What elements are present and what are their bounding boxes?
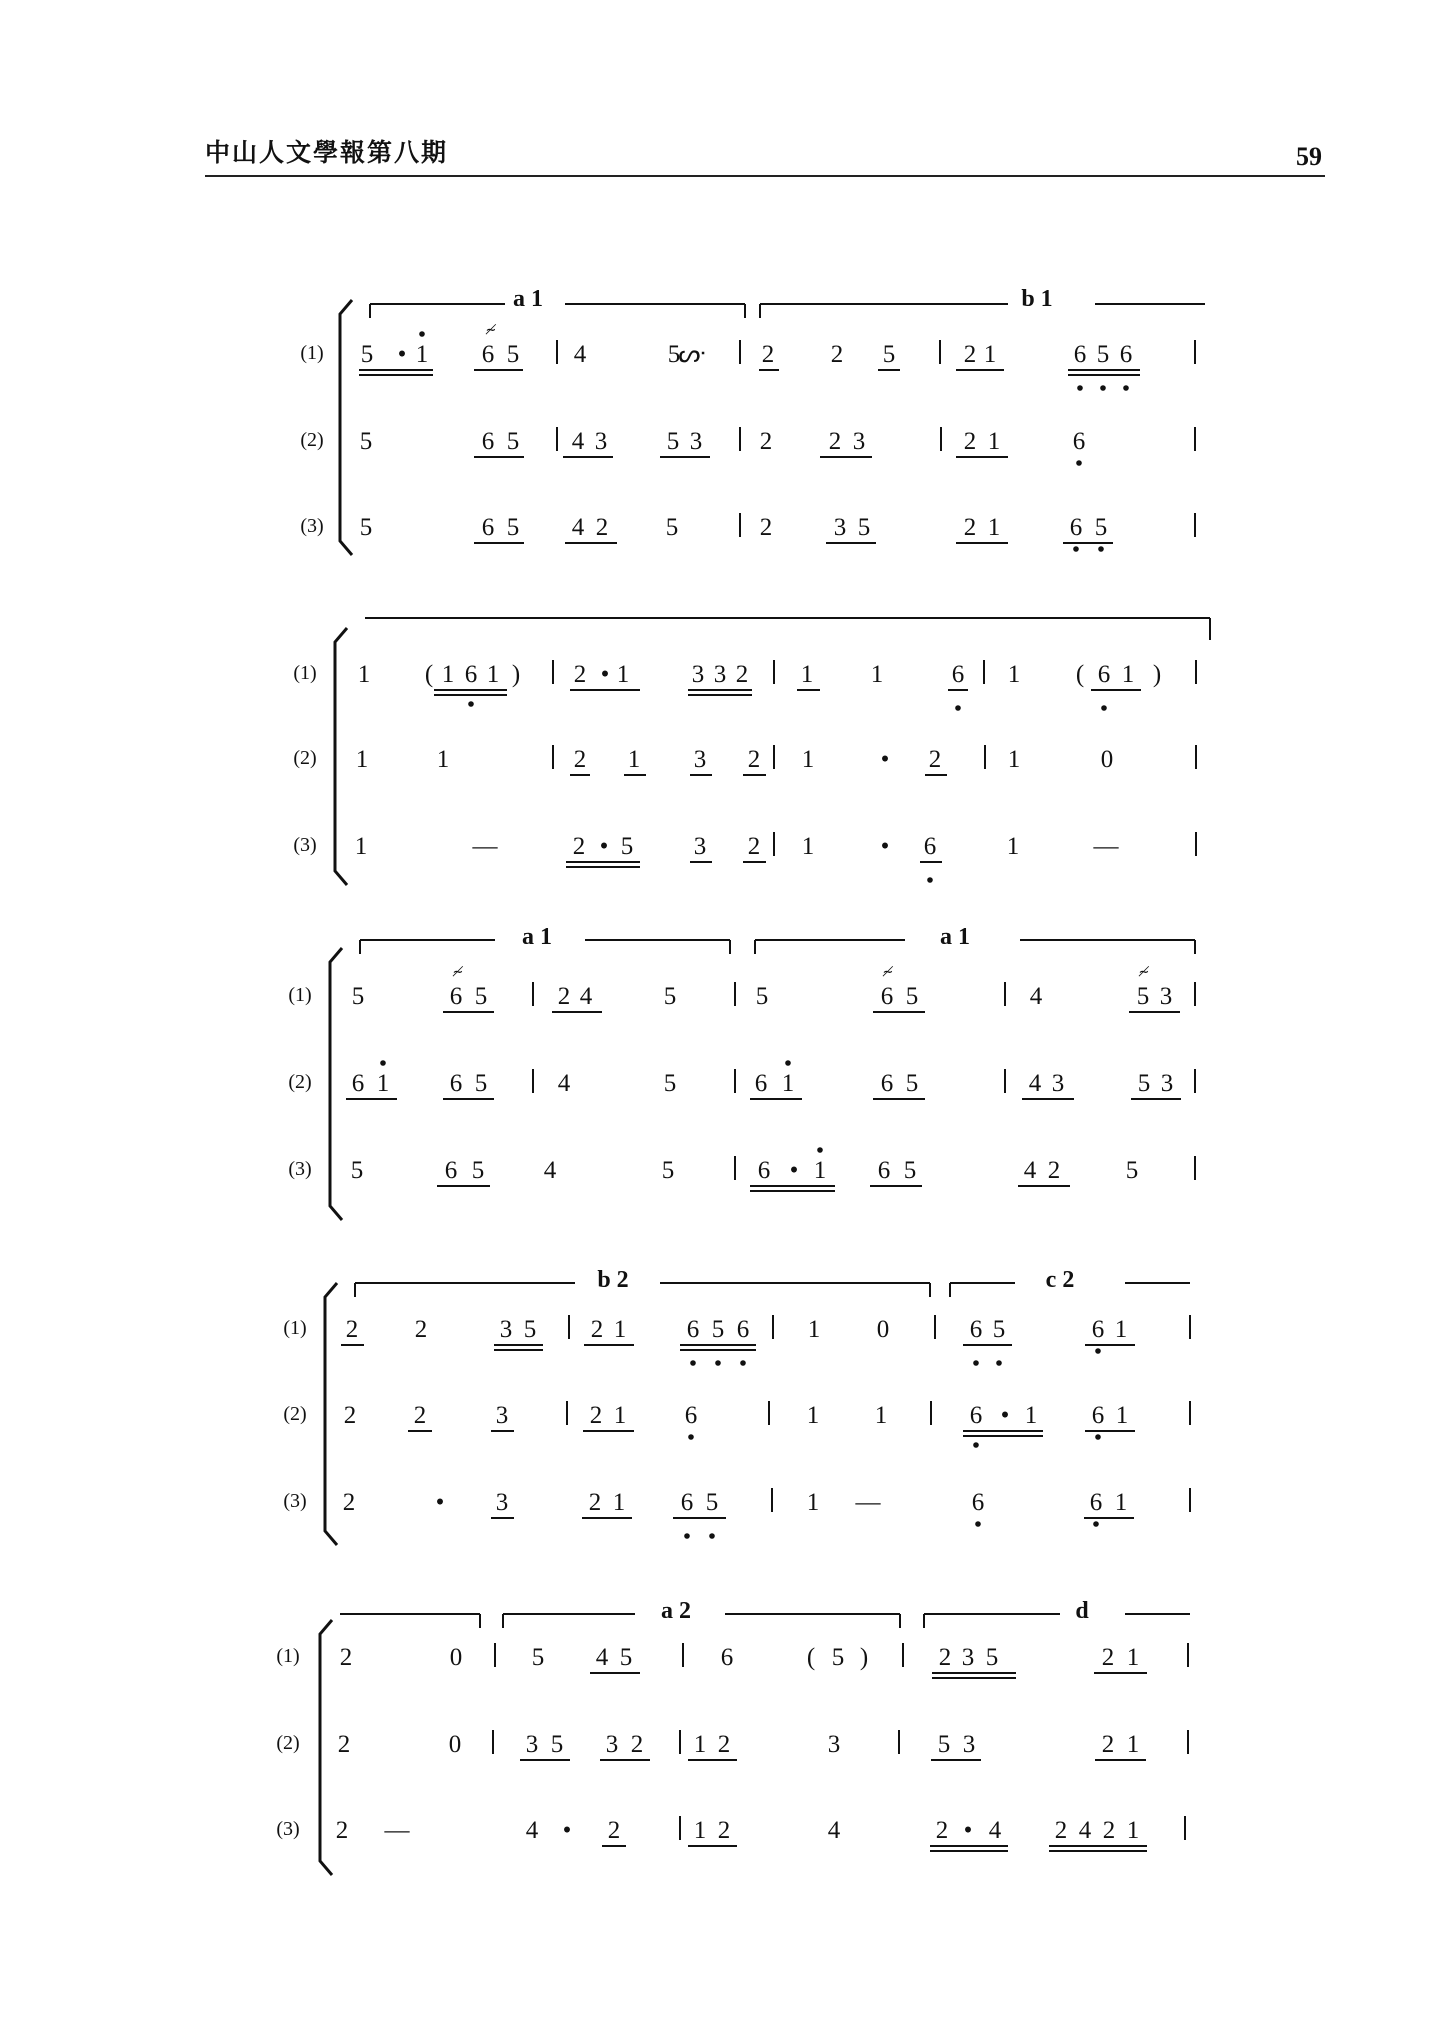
- jianpu-note: 3: [594, 428, 608, 455]
- low-octave-dot: [684, 1533, 690, 1539]
- jianpu-note: 5: [663, 983, 677, 1010]
- low-octave-dot: [1076, 460, 1082, 466]
- jianpu-note: 1: [357, 661, 371, 688]
- jianpu-note: 2: [928, 746, 942, 773]
- jianpu-note: 1: [693, 1731, 707, 1758]
- jianpu-note: 2: [588, 1489, 602, 1516]
- jianpu-note: 3: [499, 1316, 513, 1343]
- jianpu-note: 2: [337, 1731, 351, 1758]
- jianpu-note: 6: [1119, 341, 1133, 368]
- jianpu-note: 5: [550, 1731, 564, 1758]
- augmentation-dot: •: [600, 661, 610, 688]
- part-label-2: (2): [283, 1403, 307, 1425]
- jianpu-note: 6: [951, 661, 965, 688]
- jianpu-note: 4: [1078, 1817, 1092, 1844]
- jianpu-note: 2: [1101, 1731, 1115, 1758]
- jianpu-note: 1: [987, 428, 1001, 455]
- jianpu-note: 2: [717, 1817, 731, 1844]
- jianpu-note: 2: [717, 1731, 731, 1758]
- extension-dash: —: [855, 1489, 881, 1516]
- augmentation-dot: •: [963, 1817, 973, 1844]
- part-label-2: (2): [276, 1732, 300, 1754]
- jianpu-note: 6: [969, 1402, 983, 1429]
- low-octave-dot: [1077, 385, 1083, 391]
- jianpu-note: 1: [376, 1070, 390, 1097]
- jianpu-note: 5: [661, 1157, 675, 1184]
- jianpu-note: 3: [1160, 1070, 1174, 1097]
- jianpu-note: 2: [342, 1489, 356, 1516]
- jianpu-note: 1: [781, 1070, 795, 1097]
- part-label-2: (2): [293, 747, 317, 769]
- score-notes: [276, 286, 1173, 1844]
- jianpu-note: 3: [689, 428, 703, 455]
- jianpu-note: 0: [448, 1731, 462, 1758]
- jianpu-note: 1: [801, 746, 815, 773]
- jianpu-note: 5: [663, 1070, 677, 1097]
- section-label-c2: c 2: [1045, 1267, 1075, 1293]
- system-brace: [335, 628, 347, 885]
- jianpu-note: 6: [720, 1644, 734, 1671]
- high-octave-dot: [380, 1060, 386, 1066]
- section-label-a1: a 1: [940, 924, 970, 950]
- jianpu-note: 6: [684, 1402, 698, 1429]
- jianpu-note: 3: [693, 833, 707, 860]
- jianpu-note: 1: [436, 746, 450, 773]
- augmentation-dot: •: [562, 1817, 572, 1844]
- jianpu-note: 1: [870, 661, 884, 688]
- jianpu-note: ᔢ: [678, 341, 706, 368]
- low-octave-dot: [973, 1360, 979, 1366]
- low-octave-dot: [973, 1442, 979, 1448]
- jianpu-note: ): [511, 661, 521, 688]
- journal-title: 中山人文學報第八期: [205, 138, 449, 167]
- jianpu-note: 2: [1054, 1817, 1068, 1844]
- jianpu-note: 5: [474, 983, 488, 1010]
- part-label-1: (1): [300, 342, 324, 364]
- jianpu-note: (: [806, 1644, 816, 1671]
- jianpu-note: 5: [531, 1644, 545, 1671]
- section-label-a1: a 1: [513, 286, 543, 312]
- jianpu-note: 1: [441, 661, 455, 688]
- jianpu-note: 2: [735, 661, 749, 688]
- jianpu-note: 6: [1072, 428, 1086, 455]
- jianpu-note: 4: [595, 1644, 609, 1671]
- part-label-1: (1): [293, 662, 317, 684]
- high-octave-dot: [419, 331, 425, 337]
- jianpu-note: 0: [1100, 746, 1114, 773]
- low-octave-dot: [955, 705, 961, 711]
- jianpu-note: 5: [1096, 341, 1110, 368]
- system-brace: [340, 300, 352, 555]
- jianpu-note: 2: [759, 428, 773, 455]
- jianpu-note: 2: [963, 428, 977, 455]
- jianpu-note: 0: [449, 1644, 463, 1671]
- jianpu-note: 2: [573, 746, 587, 773]
- jianpu-note: 1: [801, 833, 815, 860]
- jianpu-note: 2: [1102, 1817, 1116, 1844]
- low-octave-dot: [468, 701, 474, 707]
- jianpu-note: 4: [557, 1070, 571, 1097]
- system-brace: [330, 948, 342, 1220]
- jianpu-note: 1: [486, 661, 500, 688]
- jianpu-note: 2: [759, 514, 773, 541]
- jianpu-note: 5: [711, 1316, 725, 1343]
- ornament-mark: ≁: [1138, 964, 1150, 979]
- jianpu-note: 2: [339, 1644, 353, 1671]
- part-label-3: (3): [276, 1818, 300, 1840]
- jianpu-note: 3: [495, 1402, 509, 1429]
- jianpu-note: 2: [345, 1316, 359, 1343]
- part-label-2: (2): [288, 1071, 312, 1093]
- jianpu-note: 3: [962, 1731, 976, 1758]
- jianpu-note: 6: [686, 1316, 700, 1343]
- jianpu-note: 1: [355, 746, 369, 773]
- jianpu-note: 3: [1159, 983, 1173, 1010]
- jianpu-note: 4: [525, 1817, 539, 1844]
- jianpu-note: 5: [359, 428, 373, 455]
- jianpu-note: 2: [761, 341, 775, 368]
- jianpu-note: 6: [680, 1489, 694, 1516]
- low-octave-dot: [975, 1521, 981, 1527]
- jianpu-note: 2: [963, 341, 977, 368]
- jianpu-note: 5: [359, 514, 373, 541]
- jianpu-note: 1: [1007, 746, 1021, 773]
- low-octave-dot: [1093, 1521, 1099, 1527]
- jianpu-note: 6: [880, 1070, 894, 1097]
- jianpu-note: 6: [880, 983, 894, 1010]
- jianpu-note: 6: [464, 661, 478, 688]
- jianpu-note: 5: [506, 341, 520, 368]
- augmentation-dot: •: [1000, 1402, 1010, 1429]
- part-label-3: (3): [288, 1158, 312, 1180]
- jianpu-note: 6: [1089, 1489, 1103, 1516]
- jianpu-note: 1: [807, 1316, 821, 1343]
- low-octave-dot: [1101, 705, 1107, 711]
- jianpu-note: 3: [852, 428, 866, 455]
- jianpu-note: 4: [573, 341, 587, 368]
- jianpu-note: 2: [963, 514, 977, 541]
- jianpu-note: 4: [543, 1157, 557, 1184]
- jianpu-note: 3: [693, 746, 707, 773]
- jianpu-note: 6: [877, 1157, 891, 1184]
- jianpu-note: 5: [705, 1489, 719, 1516]
- jianpu-note: 1: [1006, 833, 1020, 860]
- low-octave-dot: [996, 1360, 1002, 1366]
- jianpu-note: 3: [827, 1731, 841, 1758]
- jianpu-note: 6: [481, 514, 495, 541]
- jianpu-note: 2: [1101, 1644, 1115, 1671]
- jianpu-note: 4: [827, 1817, 841, 1844]
- jianpu-note: 5: [985, 1644, 999, 1671]
- jianpu-note: 3: [495, 1489, 509, 1516]
- low-octave-dot: [1100, 385, 1106, 391]
- jianpu-note: 5: [857, 514, 871, 541]
- jianpu-note: 5: [667, 341, 681, 368]
- jianpu-note: 2: [413, 1402, 427, 1429]
- augmentation-dot: •: [397, 341, 407, 368]
- page-number: 59: [1296, 142, 1322, 171]
- part-label-1: (1): [283, 1317, 307, 1339]
- jianpu-note: 2: [830, 341, 844, 368]
- jianpu-note: 1: [1024, 1402, 1038, 1429]
- jianpu-note: 5: [905, 1070, 919, 1097]
- low-octave-dot: [690, 1360, 696, 1366]
- jianpu-note: 5: [471, 1157, 485, 1184]
- jianpu-note: 2: [557, 983, 571, 1010]
- jianpu-note: 1: [1126, 1817, 1140, 1844]
- jianpu-note: 6: [449, 1070, 463, 1097]
- jianpu-note: 1: [1114, 1316, 1128, 1343]
- jianpu-note: 3: [605, 1731, 619, 1758]
- low-octave-dot: [688, 1434, 694, 1440]
- augmentation-dot: •: [599, 833, 609, 860]
- jianpu-note: 5: [1136, 983, 1150, 1010]
- high-octave-dot: [785, 1060, 791, 1066]
- jianpu-note: 4: [1028, 1070, 1042, 1097]
- jianpu-note: 5: [506, 428, 520, 455]
- section-label-d: d: [1075, 1598, 1089, 1624]
- augmentation-dot: •: [880, 746, 890, 773]
- extension-dash: —: [1093, 833, 1119, 860]
- jianpu-note: 1: [415, 341, 429, 368]
- jianpu-note: 5: [755, 983, 769, 1010]
- section-label-b1: b 1: [1021, 286, 1053, 312]
- jianpu-note: ): [1152, 661, 1162, 688]
- jianpu-note: 1: [800, 661, 814, 688]
- jianpu-note: 1: [1126, 1731, 1140, 1758]
- jianpu-note: 1: [987, 514, 1001, 541]
- jianpu-note: 1: [627, 746, 641, 773]
- jianpu-note: 2: [630, 1731, 644, 1758]
- jianpu-note: 1: [693, 1817, 707, 1844]
- jianpu-note: 6: [923, 833, 937, 860]
- jianpu-note: 6: [1091, 1402, 1105, 1429]
- jianpu-note: 1: [1126, 1644, 1140, 1671]
- jianpu-note: 5: [666, 428, 680, 455]
- part-label-3: (3): [300, 515, 324, 537]
- jianpu-note: 6: [1091, 1316, 1105, 1343]
- jianpu-note: 2: [589, 1402, 603, 1429]
- jianpu-note: 4: [1023, 1157, 1037, 1184]
- jianpu-note: 6: [481, 428, 495, 455]
- jianpu-note: 5: [523, 1316, 537, 1343]
- jianpu-note: (: [1075, 661, 1085, 688]
- part-label-2: (2): [300, 429, 324, 451]
- jianpu-note: 4: [579, 983, 593, 1010]
- jianpu-note: 6: [736, 1316, 750, 1343]
- augmentation-dot: •: [880, 833, 890, 860]
- system-brace: [320, 1620, 332, 1875]
- jianpu-note: 5: [350, 1157, 364, 1184]
- ornament-mark: ≁: [452, 964, 464, 979]
- jianpu-note: 6: [971, 1489, 985, 1516]
- jianpu-note: 3: [713, 661, 727, 688]
- jianpu-note: 6: [351, 1070, 365, 1097]
- jianpu-note: 6: [444, 1157, 458, 1184]
- jianpu-note: 5: [474, 1070, 488, 1097]
- jianpu-note: 6: [1097, 661, 1111, 688]
- low-octave-dot: [709, 1533, 715, 1539]
- jianpu-note: 5: [1094, 514, 1108, 541]
- part-label-1: (1): [288, 984, 312, 1006]
- augmentation-dot: •: [789, 1157, 799, 1184]
- jianpu-note: 2: [828, 428, 842, 455]
- jianpu-note: 6: [969, 1316, 983, 1343]
- jianpu-note: 5: [831, 1644, 845, 1671]
- jianpu-note: 3: [691, 661, 705, 688]
- jianpu-note: ): [859, 1644, 869, 1671]
- jianpu-note: 5: [882, 341, 896, 368]
- jianpu-note: 2: [747, 746, 761, 773]
- jianpu-note: 4: [571, 428, 585, 455]
- jianpu-note: 5: [351, 983, 365, 1010]
- jianpu-note: 6: [449, 983, 463, 1010]
- jianpu-note: 6: [1069, 514, 1083, 541]
- jianpu-note: 1: [616, 661, 630, 688]
- jianpu-note: 2: [935, 1817, 949, 1844]
- section-label-b2: b 2: [597, 1267, 629, 1293]
- jianpu-note: 2: [414, 1316, 428, 1343]
- jianpu-note: 1: [806, 1402, 820, 1429]
- jianpu-note: 2: [573, 661, 587, 688]
- section-label-a2: a 2: [661, 1598, 691, 1624]
- jianpu-note: 4: [1029, 983, 1043, 1010]
- jianpu-note: 2: [335, 1817, 349, 1844]
- jianpu-note: 1: [613, 1316, 627, 1343]
- low-octave-dot: [1073, 546, 1079, 552]
- jianpu-note: 5: [619, 1644, 633, 1671]
- jianpu-note: 5: [506, 514, 520, 541]
- jianpu-note: 1: [813, 1157, 827, 1184]
- extension-dash: —: [472, 833, 498, 860]
- part-label-3: (3): [293, 834, 317, 856]
- extension-dash: —: [384, 1817, 410, 1844]
- jianpu-note: 1: [1114, 1489, 1128, 1516]
- jianpu-note: 5: [903, 1157, 917, 1184]
- low-octave-dot: [1095, 1434, 1101, 1440]
- jianpu-note: 1: [874, 1402, 888, 1429]
- jianpu-note: 6: [757, 1157, 771, 1184]
- jianpu-note: 0: [876, 1316, 890, 1343]
- low-octave-dot: [1098, 546, 1104, 552]
- high-octave-dot: [817, 1147, 823, 1153]
- jianpu-note: 1: [612, 1489, 626, 1516]
- jianpu-note: 5: [937, 1731, 951, 1758]
- jianpu-note: 2: [590, 1316, 604, 1343]
- ornament-mark: ≁: [882, 964, 894, 979]
- system-brace: [325, 1283, 337, 1545]
- jianpu-note: 3: [1051, 1070, 1065, 1097]
- jianpu-note: 6: [481, 341, 495, 368]
- low-octave-dot: [927, 877, 933, 883]
- jianpu-note: 3: [833, 514, 847, 541]
- jianpu-note: 3: [961, 1644, 975, 1671]
- jianpu-note: 6: [1073, 341, 1087, 368]
- jianpu-note: (: [424, 661, 434, 688]
- jianpu-note: 1: [806, 1489, 820, 1516]
- jianpu-note: 2: [572, 833, 586, 860]
- jianpu-note: 2: [747, 833, 761, 860]
- jianpu-note: 4: [571, 514, 585, 541]
- jianpu-note: 1: [983, 341, 997, 368]
- jianpu-note: 5: [992, 1316, 1006, 1343]
- low-octave-dot: [1123, 385, 1129, 391]
- jianpu-note: 2: [595, 514, 609, 541]
- low-octave-dot: [1095, 1348, 1101, 1354]
- jianpu-note: 5: [905, 983, 919, 1010]
- jianpu-note: 2: [607, 1817, 621, 1844]
- ornament-mark: ≁: [485, 322, 497, 337]
- jianpu-note: 4: [988, 1817, 1002, 1844]
- section-label-a1: a 1: [522, 924, 552, 950]
- low-octave-dot: [740, 1360, 746, 1366]
- jianpu-note: 6: [754, 1070, 768, 1097]
- jianpu-note: 1: [1007, 661, 1021, 688]
- jianpu-note: 5: [1125, 1157, 1139, 1184]
- jianpu-note: 2: [1047, 1157, 1061, 1184]
- jianpu-note: 2: [938, 1644, 952, 1671]
- jianpu-note: 1: [1115, 1402, 1129, 1429]
- jianpu-note: 5: [1137, 1070, 1151, 1097]
- jianpu-note: 5: [665, 514, 679, 541]
- jianpu-note: 3: [525, 1731, 539, 1758]
- part-label-1: (1): [276, 1645, 300, 1667]
- jianpu-note: 1: [1121, 661, 1135, 688]
- jianpu-note: 1: [613, 1402, 627, 1429]
- augmentation-dot: •: [435, 1489, 445, 1516]
- part-label-3: (3): [283, 1490, 307, 1512]
- jianpu-note: 1: [354, 833, 368, 860]
- jianpu-note: 5: [620, 833, 634, 860]
- jianpu-note: 5: [360, 341, 374, 368]
- jianpu-note: 2: [343, 1402, 357, 1429]
- low-octave-dot: [715, 1360, 721, 1366]
